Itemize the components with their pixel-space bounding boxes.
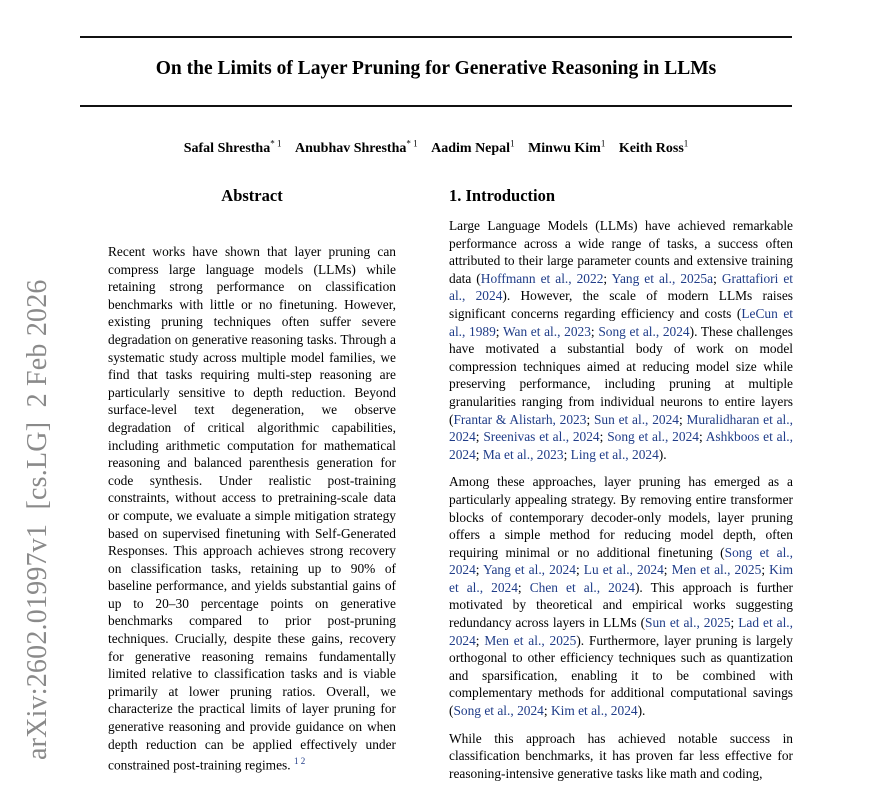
paragraph-text: ; <box>563 446 571 462</box>
citation-link[interactable]: Men et al., 2025 <box>484 632 577 648</box>
citation-link[interactable]: LeCun et al., 1989 <box>449 305 793 339</box>
introduction-body <box>449 217 793 792</box>
citation-link[interactable]: Ashkboos et al., 2024 <box>449 429 793 462</box>
abstract-footnote-marks[interactable]: 1 2 <box>293 756 306 767</box>
citation-link[interactable]: Wan et al., 2023 <box>502 323 591 339</box>
paragraph-text: ; <box>663 562 672 578</box>
author <box>431 138 515 156</box>
paragraph-text: ; <box>599 429 608 445</box>
citation-link[interactable]: Sun et al., 2024 <box>593 411 679 427</box>
author-affiliation-mark: * 1 <box>406 138 418 148</box>
citation-link[interactable]: Muralidharan et al., 2024 <box>449 411 793 445</box>
citation-link[interactable]: Lad et al., 2024 <box>449 615 793 648</box>
paragraph-text: ; <box>590 323 599 339</box>
paragraph-text: ; <box>678 411 687 427</box>
author <box>183 138 282 156</box>
citation-link[interactable]: Kim et al., 2024 <box>550 703 638 719</box>
citation-link[interactable]: Kim et al., 2024 <box>449 562 793 595</box>
paragraph-text: ; <box>517 579 530 595</box>
paragraph-text: ; <box>475 446 483 462</box>
arxiv-identifier-stamp <box>18 262 58 762</box>
citation-link[interactable]: Men et al., 2025 <box>671 562 762 578</box>
author-affiliation-mark: 1 <box>510 138 515 148</box>
paragraph-text: ). Furthermore, layer pruning is largely orthogonal to other efficiency techniques such as quantization and sparsification, enabling it to be combined with complementary methods for additional computational savings ( <box>449 632 793 719</box>
paragraph-text: ; <box>495 323 503 339</box>
citation-link[interactable]: Ling et al., 2024 <box>570 446 659 462</box>
abstract-heading: Abstract <box>221 186 283 205</box>
paragraph-text: ; <box>603 270 612 286</box>
arxiv-identifier-text: arXiv:2602.01997v1 [cs.LG] 2 Feb 2026 <box>22 279 53 760</box>
paper-title: On the Limits of Layer Pruning for Generative Reasoning in LLMs <box>155 58 717 79</box>
citation-link[interactable]: Sun et al., 2025 <box>645 615 731 631</box>
paragraph-text: ; <box>543 703 551 719</box>
citation-link[interactable]: Yang et al., 2024 <box>483 562 576 578</box>
title-rule-bottom <box>80 105 792 107</box>
abstract-text: Recent works have shown that layer pruning can compress large language models (LLMs) while retaining strong performance on classification benchmarks with little or no finetuning. However, existing pruning techniques often suffer severe degradation on generative reasoning tasks. Through a systematic study across multiple model families, we find that tasks requiring multi-step reasoning are particularly sensitive to depth reduction. Beyond surface-level text degeneration, we observe degradation of critical algorithmic capabilities, including arithmetic computation for mathematical reasoning and balanced parenthesis generation for code synthesis. Under realistic post-training constraints, without access to pretraining-scale data or compute, we evaluate a simple mitigation strategy based on supervised finetuning with Self-Generated Responses. This approach achieves strong recovery on classification tasks, retaining up to 90% of baseline performance, and yields substantial gains of up to 20–30 percentage points on generative benchmarks compared to prior post-pruning techniques. Crucially, despite these gains, recovery for generative reasoning remains fundamentally limited relative to classification tasks and is viable primarily at lower pruning ratios. Overall, we characterize the practical limits of layer pruning for generative reasoning and provide guidance on when depth reduction can be applied effectively under constrained post-training regimes. <box>108 244 396 773</box>
title-rule-top <box>80 36 792 38</box>
citation-link[interactable]: Hoffmann et al., 2022 <box>480 270 604 286</box>
citation-link[interactable]: Song et al., 2024 <box>453 703 544 719</box>
citation-link[interactable]: Lu et al., 2024 <box>583 562 664 578</box>
citation-link[interactable]: Song et al., 2024 <box>449 544 793 578</box>
citation-link[interactable]: Sreenivas et al., 2024 <box>483 429 600 445</box>
paragraph-text: ; <box>575 562 584 578</box>
paragraph-text: ; <box>730 615 739 631</box>
paragraph-text: ). This approach is further motivated by theoretical and empirical works suggesting redundancy across layers in LLMs ( <box>449 579 793 631</box>
paragraph-text: ). However, the scale of modern LLMs raises significant concerns regarding efficiency and costs ( <box>449 288 793 321</box>
paragraph-text: ; <box>475 562 484 578</box>
paragraph-text: ; <box>475 632 485 648</box>
introduction-heading: 1. Introduction <box>449 186 556 205</box>
citation-link[interactable]: Chen et al., 2024 <box>529 579 635 595</box>
paragraph-text: Among these approaches, layer pruning has emerged as a particularly appealing strategy. By removing entire transformer blocks of contemporary decoder-only models, layer pruning offers a simple method for reducing model depth, often requiring minimal or no additional finetuning ( <box>449 474 793 560</box>
paragraph-text: ). <box>637 703 646 719</box>
citation-link[interactable]: Song et al., 2024 <box>598 323 690 339</box>
intro-paragraph <box>449 473 793 719</box>
author-name: Anubhav Shrestha <box>294 140 407 156</box>
paragraph-text: ; <box>761 562 770 578</box>
paragraph-text: ; <box>475 429 484 445</box>
abstract-body <box>108 243 396 774</box>
author-affiliation-mark: * 1 <box>270 138 282 148</box>
paragraph-text: ). These challenges have motivated a substantial body of work on model compression techniques aimed at reducing model size while preserving performance, including pruning at multiple granularities ranging from individual neurons to entire layers ( <box>449 323 793 427</box>
citation-link[interactable]: Yang et al., 2025a <box>611 270 714 286</box>
intro-paragraph <box>449 730 793 783</box>
paragraph-text: ; <box>698 429 706 445</box>
author-name: Safal Shrestha <box>183 140 271 156</box>
paragraph-text: Large Language Models (LLMs) have achieved remarkable performance across a wide range of tasks, a success often attributed to their large parameter counts and extensive training data ( <box>449 218 793 286</box>
author <box>294 138 418 156</box>
author <box>528 138 606 156</box>
citation-link[interactable]: Ma et al., 2023 <box>482 446 564 462</box>
citation-link[interactable]: Grattafiori et al., 2024 <box>449 270 793 304</box>
paragraph-text: ). <box>658 446 667 462</box>
author-name: Minwu Kim <box>528 140 601 156</box>
paragraph-text: While this approach has achieved notable success in classification benchmarks, it has proven far less effective for reasoning-intensive generative tasks like math and coding, <box>449 730 793 781</box>
intro-paragraph <box>449 217 793 463</box>
author-list <box>80 138 792 157</box>
author-name: Keith Ross <box>618 140 684 156</box>
citation-link[interactable]: Song et al., 2024 <box>607 429 699 445</box>
author-affiliation-mark: 1 <box>600 138 606 148</box>
paragraph-text: ; <box>713 270 722 286</box>
citation-link[interactable]: Frantar & Alistarh, 2023 <box>453 411 587 427</box>
author <box>618 138 689 156</box>
author-name: Aadim Nepal <box>431 140 511 156</box>
paragraph-text: ; <box>586 411 594 427</box>
author-affiliation-mark: 1 <box>683 138 689 148</box>
